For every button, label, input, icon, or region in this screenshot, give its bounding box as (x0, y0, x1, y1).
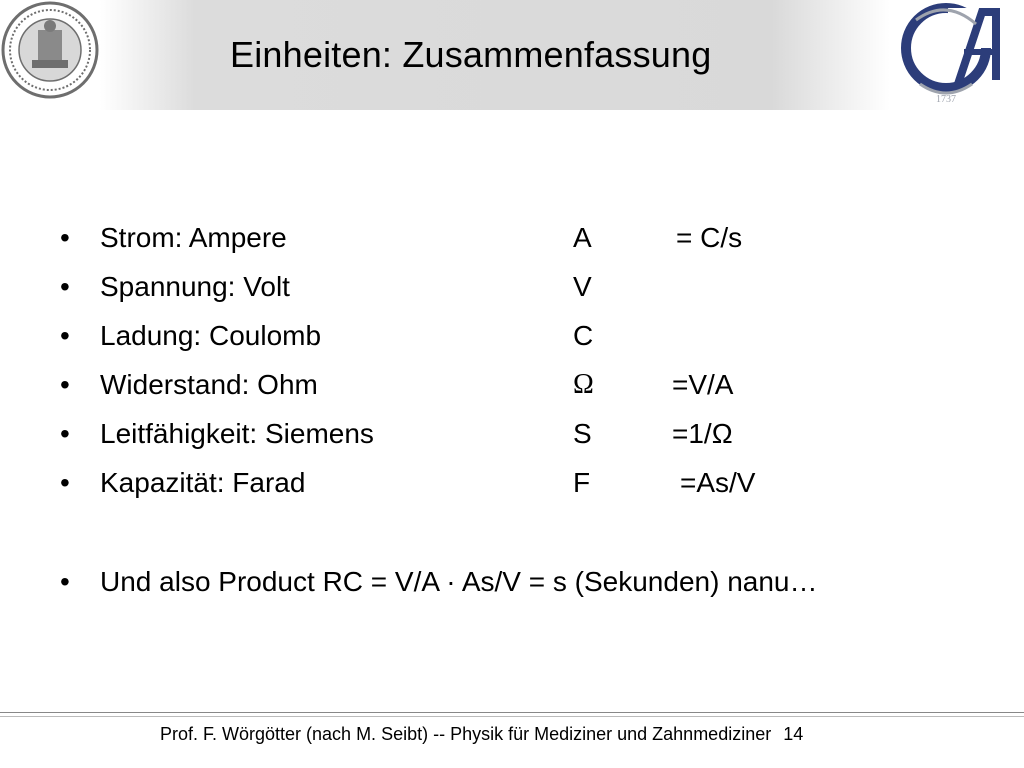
unit-symbol: F (573, 467, 591, 498)
page-number: 14 (783, 724, 804, 744)
ga-logo-icon (898, 0, 1008, 106)
unit-relation: =1/Ω (672, 418, 733, 449)
bullet: • (60, 222, 70, 253)
footer-text: Prof. F. Wörgötter (nach M. Seibt) -- Physik für Mediziner und Zahnmediziner (160, 724, 772, 744)
unit-symbol: V (573, 271, 592, 302)
unit-label: Spannung: Volt (100, 271, 290, 302)
unit-symbol: C (573, 320, 594, 351)
unit-relation: =V/A (672, 369, 734, 400)
bullet: • (60, 369, 70, 400)
unit-label: Widerstand: Ohm (100, 369, 318, 400)
bullet: • (60, 566, 70, 597)
unit-label: Strom: Ampere (100, 222, 287, 253)
unit-relation: = C/s (676, 222, 743, 253)
bullet: • (60, 320, 70, 351)
footer (160, 722, 803, 746)
bullet: • (60, 418, 70, 449)
unit-symbol: S (573, 418, 592, 449)
bullet: • (60, 467, 70, 498)
unit-symbol: Ω (573, 369, 594, 400)
summary-text: Und also Product RC = V/A · As/V = s (Sekunden) nanu… (100, 566, 818, 597)
unit-relation: =As/V (680, 467, 756, 498)
footer-divider-secondary (0, 716, 1024, 717)
logo-year: 1737 (936, 94, 956, 105)
unit-symbol: A (573, 222, 592, 253)
bullet: • (60, 271, 70, 302)
footer-divider (0, 712, 1024, 713)
page-title: Einheiten: Zusammenfassung (230, 34, 712, 75)
unit-label: Leitfähigkeit: Siemens (100, 418, 374, 449)
unit-label: Ladung: Coulomb (100, 320, 322, 351)
university-seal-icon (0, 0, 100, 100)
unit-label: Kapazität: Farad (100, 467, 306, 498)
